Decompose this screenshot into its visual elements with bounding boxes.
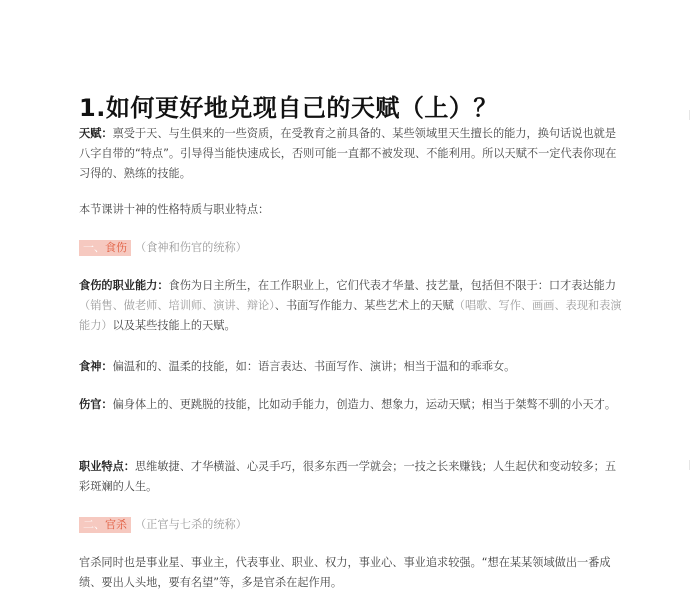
guansha-paragraph: 官杀同时也是事业星、事业主，代表事业、职业、权力，事业心、事业追求较强。“想在某某领域做出一番成绩、要出人头地，要有名望”等，多是官杀在起作用。 <box>79 556 611 589</box>
section-tag-shishang <box>79 240 131 256</box>
section-note: （正官与七杀的统称） <box>135 518 247 531</box>
page-edge-divider <box>689 110 690 120</box>
shishen-text: 偏温和的、温柔的技能，如：语言表达、书面写作、演讲；相当于温和的乖乖女。 <box>112 360 516 373</box>
section-tag-name: 食伤 <box>105 241 127 254</box>
career-text: 思维敏捷、才华横溢、心灵手巧，很多东西一学就会；一技之长来赚钱；人生起伏和变动较多；五彩斑斓的人生。 <box>79 460 617 493</box>
shishang-ability-text-b: 、书面写作能力、某些艺术上的天赋 <box>274 299 454 312</box>
shishang-ability-text-c: 以及某些技能上的天赋。 <box>112 319 236 332</box>
shangguan-text: 偏身体上的、更跳脱的技能，比如动手能力，创造力、想象力，运动天赋；相当于桀骜不驯的小天才。 <box>112 398 617 411</box>
shishang-ability-muted-a: （销售、做老师、培训师、演讲、辩论） <box>79 299 275 312</box>
section-tag-number: 一、 <box>83 241 105 254</box>
shangguan-label: 伤官： <box>79 398 113 411</box>
talent-text: 禀受于天、与生俱来的一些资质，在受教育之前具备的、某些领域里天生擅长的能力，换句话说也就是八字自带的“特点”。引导得当能快速成长，否则可能一直都不被发现、不能利用。所以天赋不一定代表你现在习得的、熟练的技能。 <box>79 127 617 180</box>
career-paragraph <box>79 457 624 497</box>
page-edge-divider <box>689 460 690 470</box>
shishang-ability-paragraph <box>79 276 624 336</box>
shangguan-paragraph <box>79 395 624 415</box>
shishang-ability-label: 食伤的职业能力： <box>79 279 169 292</box>
section-tag-guansha <box>79 517 131 533</box>
shishen-label: 食神： <box>79 360 113 373</box>
section-heading-guansha <box>79 515 247 535</box>
career-label: 职业特点： <box>79 460 135 473</box>
talent-label: 天赋： <box>79 127 113 140</box>
section-tag-name: 官杀 <box>105 518 127 531</box>
section-heading-shishang <box>79 238 247 258</box>
shishang-ability-text-a: 食伤为日主所生，在工作职业上，它们代表才华量、技艺量，包括但不限于：口才表达能力 <box>168 279 617 292</box>
shishang-ability-muted-b: （唱歌、写作、画画、表现和表演能力） <box>79 299 622 332</box>
shishen-paragraph <box>79 357 624 377</box>
intro-paragraph: 本节课讲十神的性格特质与职业特点： <box>79 203 270 216</box>
talent-paragraph <box>79 124 624 184</box>
section-tag-number: 二、 <box>83 518 105 531</box>
section-note: （食神和伤官的统称） <box>135 241 247 254</box>
page-title: 1.如何更好地兑现自己的天赋（上）？ <box>79 94 498 122</box>
